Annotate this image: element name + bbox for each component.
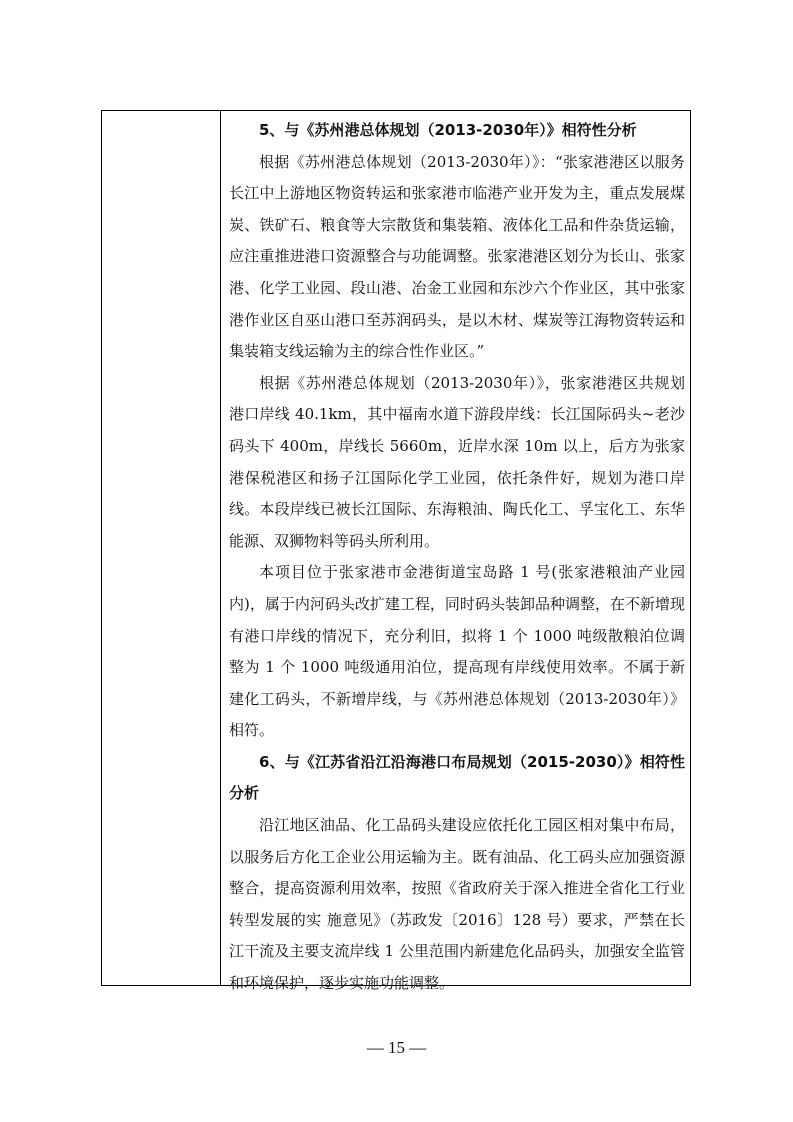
section-5-paragraph-1: 根据《苏州港总体规划（2013-2030年）》：“张家港港区以服务长江中上游地区物资转运和张家港市临港产业开发为主，重点发展煤炭、铁矿石、粮食等大宗散货和集装箱、液体化工品和件杂货运输，应注重推进港口资源整合与功能调整。张家港港区划分为长山、张家港、化学工业园、段山港、冶金工业园和东沙六个作业区，其中张家港作业区自巫山港口至苏润码头，是以木材、煤炭等江海物资转运和集装箱支线运输为主的综合性作业区。” — [229, 152, 685, 361]
column-divider — [220, 110, 221, 986]
section-5-paragraph-3: 本项目位于张家港市金港街道宝岛路 1 号(张家港粮油产业园内)，属于内河码头改扩建工程，同时码头装卸品种调整，在不新增现有港口岸线的情况下，充分利旧，拟将 1 个 1000 吨级散粮泊位调整为 1 个 1000 吨级通用泊位，提高现有岸线使用效率。不属于新建化工码头，不新增岸线，与《苏州港总体规划（2013-2030年）》相符。 — [229, 563, 685, 740]
page-number: — 15 — — [366, 1038, 427, 1057]
section-6-paragraph-1: 沿江地区油品、化工品码头建设应依托化工园区相对集中布局，以服务后方化工企业公用运输为主。既有油品、化工码头应加强资源整合，提高资源利用效率，按照《省政府关于深入推进全省化工行业转型发展的实 施意见》（苏政发〔2016〕128 号）要求，严禁在长江干流及主要支流岸线 1 公里范围内新建危化品码头，加强安全监管和环境保护，逐步实施功能调整。 — [229, 816, 685, 993]
section-5-paragraph-2: 根据《苏州港总体规划（2013-2030年）》，张家港港区共规划港口岸线 40.1km，其中福南水道下游段岸线：长江国际码头~老沙码头下 400m，岸线长 5660m，近岸水深 10m 以上，后方为张家港保税港区和扬子江国际化学工业园，依托条件好，规划为港口岸线。本段岸线已被长江国际、东海粮油、陶氏化工、孚宝化工、东华能源、双狮物料等码头所利用。 — [229, 373, 685, 550]
section-5-heading: 5、与《苏州港总体规划（2013-2030年）》相符性分析 — [259, 121, 637, 139]
table-content-cell — [229, 115, 685, 1000]
section-6-heading: 6、与《江苏省沿江沿海港口布局规划（2015-2030）》相符性分析 — [229, 752, 685, 803]
